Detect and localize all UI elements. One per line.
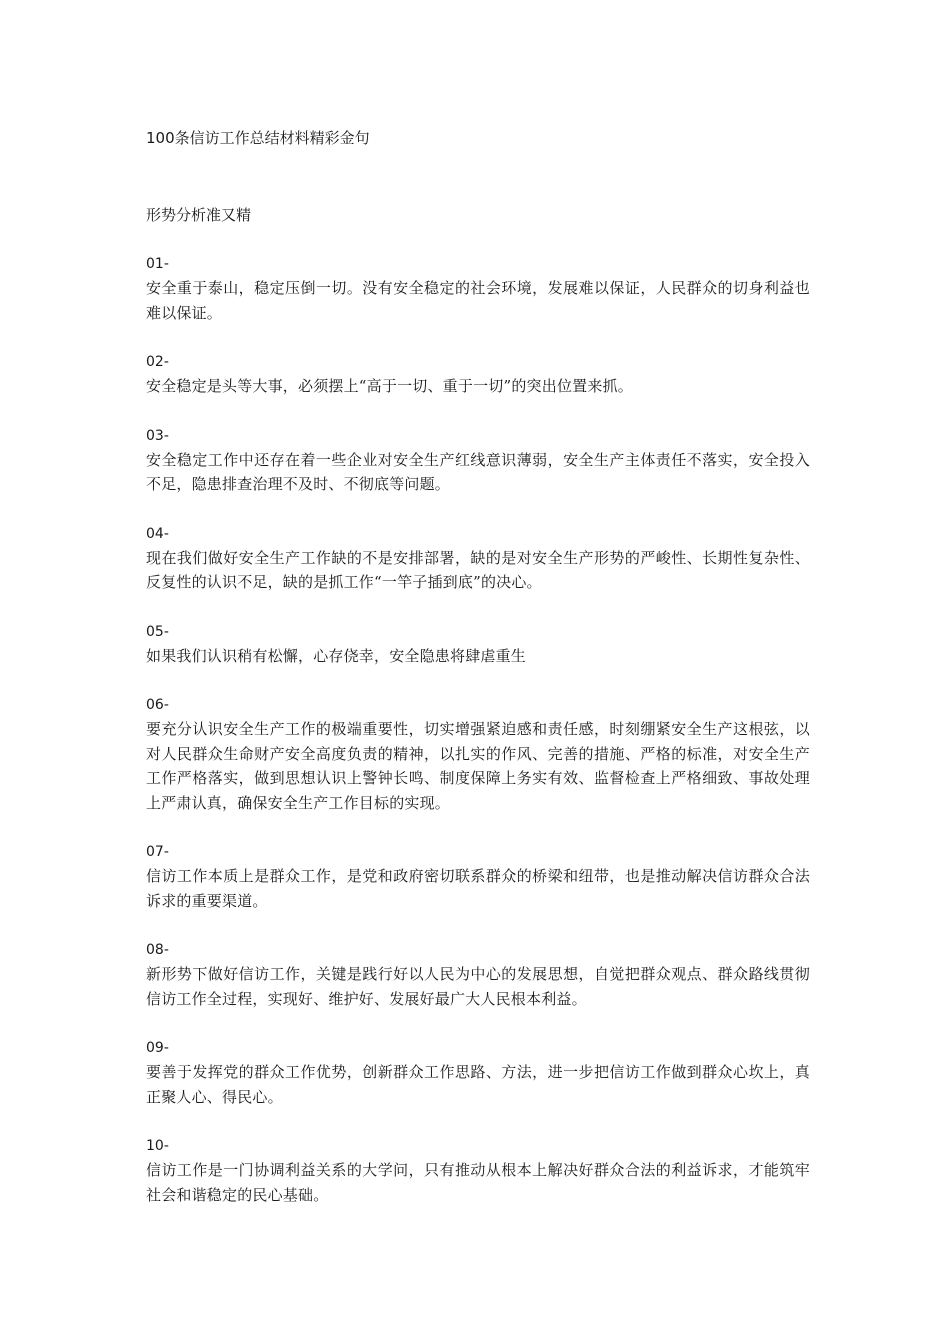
list-item [146, 350, 810, 399]
list-item [146, 424, 810, 497]
item-text: 信访工作是一门协调利益关系的大学问，只有推动从根本上解决好群众合法的利益诉求，才能筑牢社会和谐稳定的民心基础。 [146, 1161, 810, 1204]
document-page [146, 126, 810, 1207]
item-number: 01- [146, 256, 169, 272]
item-number: 10- [146, 1138, 169, 1154]
item-number: 06- [146, 697, 169, 713]
list-item [146, 522, 810, 595]
item-text: 现在我们做好安全生产工作缺的不是安排部署，缺的是对安全生产形势的严峻性、长期性复杂性、反复性的认识不足，缺的是抓工作“一竿子插到底”的决心。 [146, 548, 810, 591]
item-text: 要充分认识安全生产工作的极端重要性，切实增强紧迫感和责任感，时刻绷紧安全生产这根弦，以对人民群众生命财产安全高度负责的精神，以扎实的作风、完善的措施、严格的标准，对安全生产工作严格落实，做到思想认识上警钟长鸣、制度保障上务实有效、监督检查上严格细致、事故处理上严肃认真，确保安全生产工作目标的实现。 [146, 720, 810, 812]
item-text: 如果我们认识稍有松懈，心存侥幸，安全隐患将肆虐重生 [146, 646, 527, 665]
item-text: 安全稳定工作中还存在着一些企业对安全生产红线意识薄弱，安全生产主体责任不落实，安全投入不足，隐患排查治理不及时、不彻底等问题。 [146, 450, 810, 493]
item-number: 02- [146, 354, 169, 370]
list-item [146, 938, 810, 1011]
item-number: 07- [146, 844, 169, 860]
list-item [146, 252, 810, 325]
item-number: 04- [146, 525, 169, 542]
item-number: 08- [146, 942, 169, 958]
list-item [146, 693, 810, 815]
item-number: 05- [146, 623, 169, 640]
item-number: 03- [146, 427, 169, 444]
section-heading: 形势分析准又精 [146, 206, 252, 224]
item-text: 新形势下做好信访工作，关键是践行好以人民为中心的发展思想，自觉把群众观点、群众路线贯彻信访工作全过程，实现好、维护好、发展好最广大人民根本利益。 [146, 965, 810, 1008]
document-title: 100条信访工作总结材料精彩金句 [146, 129, 370, 147]
list-item [146, 1036, 810, 1109]
item-number: 09- [146, 1040, 169, 1056]
item-text: 要善于发挥党的群众工作优势，创新群众工作思路、方法，进一步把信访工作做到群众心坎上，真正聚人心、得民心。 [146, 1063, 810, 1106]
list-item [146, 1134, 810, 1207]
list-item [146, 620, 810, 669]
item-text: 安全重于泰山，稳定压倒一切。没有安全稳定的社会环境，发展难以保证，人民群众的切身利益也难以保证。 [146, 279, 810, 322]
item-text: 安全稳定是头等大事，必须摆上“高于一切、重于一切”的突出位置来抓。 [146, 377, 633, 395]
item-text: 信访工作本质上是群众工作，是党和政府密切联系群众的桥梁和纽带，也是推动解决信访群众合法诉求的重要渠道。 [146, 867, 810, 910]
list-item [146, 840, 810, 913]
